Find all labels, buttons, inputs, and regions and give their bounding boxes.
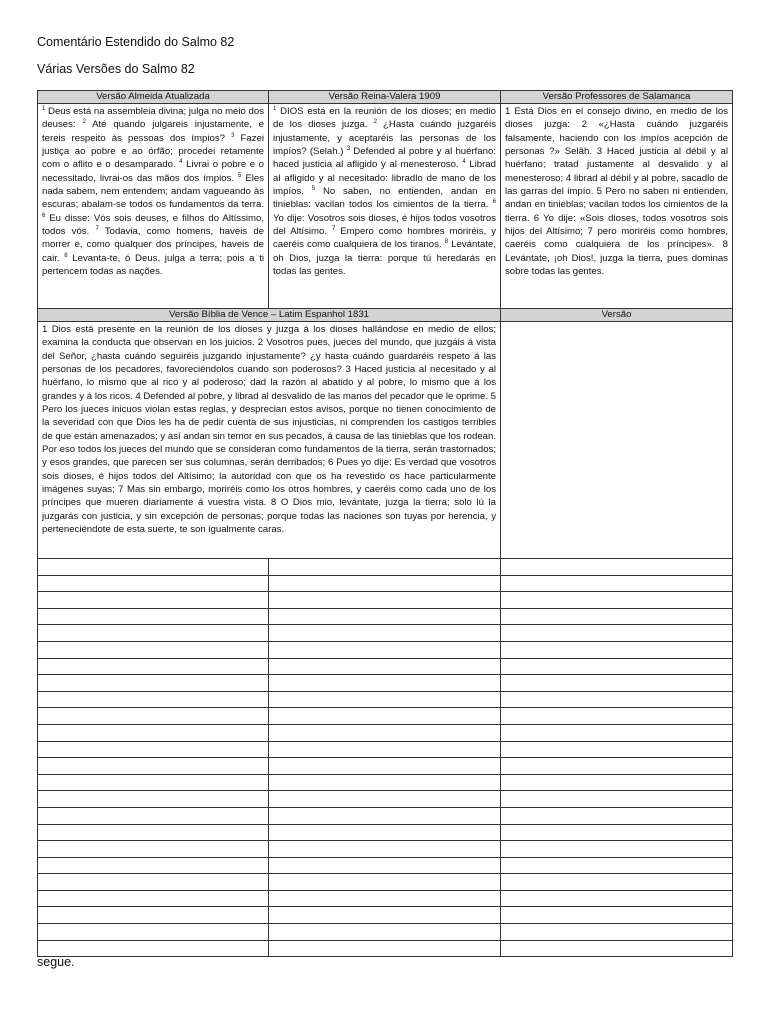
blank-row <box>38 824 733 841</box>
blank-cell <box>269 741 501 758</box>
blank-row <box>38 890 733 907</box>
verse-text: Defended al pobre y al huérfano: haced justicia al afligido y al menesteroso. <box>273 146 496 171</box>
verse-text: Librad al afligido y al necesitado: libradlo de mano de los impíos. <box>273 159 496 198</box>
blank-cell <box>38 841 269 858</box>
verse-number: 2 <box>82 119 86 126</box>
blank-cell <box>269 675 501 692</box>
blank-cell <box>501 924 733 941</box>
blank-cell <box>38 708 269 725</box>
blank-cell <box>501 824 733 841</box>
blank-cell <box>38 641 269 658</box>
verse-text: Todavia, como homens, haveis de morrer e, como qualquer dos príncipes, haveis de cair. <box>42 226 264 264</box>
blank-cell <box>38 857 269 874</box>
blank-cell <box>269 658 501 675</box>
verse-number: 3 <box>231 132 235 139</box>
blank-row <box>38 940 733 957</box>
versions-table <box>37 90 733 957</box>
blank-cell <box>269 774 501 791</box>
blank-cell <box>269 857 501 874</box>
blank-cell <box>38 874 269 891</box>
blank-row <box>38 741 733 758</box>
verse-number: 4 <box>179 159 183 166</box>
blank-row <box>38 625 733 642</box>
blank-cell <box>38 907 269 924</box>
blank-cell <box>501 708 733 725</box>
text-almeida <box>38 104 269 309</box>
blank-cell <box>38 675 269 692</box>
blank-cell <box>269 691 501 708</box>
blank-cell <box>269 625 501 642</box>
blank-row <box>38 924 733 941</box>
blank-row <box>38 559 733 576</box>
verse-text: Até quando julgareis injustamente, e tereis respeito às pessoas dos ímpios? <box>42 119 264 144</box>
blank-cell <box>269 841 501 858</box>
verse-number: 5 <box>238 172 242 179</box>
blank-row <box>38 907 733 924</box>
blank-row <box>38 641 733 658</box>
blank-cell <box>269 608 501 625</box>
blank-cell <box>269 758 501 775</box>
blank-cell <box>501 940 733 957</box>
header-reina-valera: Versão Reina-Valera 1909 <box>269 91 501 104</box>
blank-cell <box>269 824 501 841</box>
blank-cell <box>269 907 501 924</box>
blank-row <box>38 708 733 725</box>
blank-cell <box>38 575 269 592</box>
blank-cell <box>501 641 733 658</box>
blank-cell <box>501 691 733 708</box>
blank-cell <box>269 890 501 907</box>
blank-cell <box>269 791 501 808</box>
verse-text: Livrai o pobre e o necessitado, livrai-os das mãos dos ímpios. <box>42 159 264 184</box>
document-subtitle: Várias Versões do Salmo 82 <box>37 62 195 76</box>
blank-cell <box>501 874 733 891</box>
verse-text: Eles nada sabem, nem entendem; andam vagueando às escuras; abalam-se todos os fundamentos da terra. <box>42 172 264 211</box>
blank-row <box>38 724 733 741</box>
blank-cell <box>38 592 269 609</box>
verse-number: 1 <box>42 105 46 112</box>
blank-cell <box>501 807 733 824</box>
blank-cell <box>269 559 501 576</box>
blank-cell <box>501 724 733 741</box>
blank-cell <box>38 924 269 941</box>
blank-cell <box>501 907 733 924</box>
blank-cell <box>501 741 733 758</box>
blank-cell <box>501 791 733 808</box>
blank-row <box>38 592 733 609</box>
blank-row <box>38 658 733 675</box>
blank-cell <box>269 708 501 725</box>
header-versao: Versão <box>501 309 733 322</box>
text-salamanca: 1 Está Dios en el consejo divino, en medio de los dioses juzga: 2 «¿Hasta cuándo juzgaréis falsamente, haciendo con los impíos acepción de personas ?» Selâh. 3 Haced justicia al débil y al huérfano; tratad justamente al desvalido y al menesteroso; 4 librad al débil y al pobre, sacadlo de las garras del impío. 5 Pero no saben ni entienden, andan en tinieblas; vacilan todos los cimientos de la tierra. 6 Yo dije: «Sois dioses, todos vosotros sois hijos del Altísimo; 7 pero moriréis como hombres, caeréis como cualquiera de los príncipes». 8 Levántate, ¡oh Dios!, juzga la tierra, pues dominas sobre todas las gentes. <box>501 104 733 309</box>
text-reina-valera <box>269 104 501 309</box>
blank-cell <box>269 874 501 891</box>
verse-text: Eu disse: Vós sois deuses, e filhos do Altíssimo, todos vós. <box>42 212 264 238</box>
blank-row <box>38 841 733 858</box>
blank-row <box>38 575 733 592</box>
verse-text: Levántate, oh Dios, juzga la tierra: porque tú heredarás en todas las gentes. <box>273 239 496 278</box>
verse-text: ¿Hasta cuándo juzgaréis injustamente, y aceptaréis las personas de los impíos? (Selah.) <box>273 119 496 158</box>
header-vence: Versão Bíblia de Vence – Latim Espanhol 1831 <box>38 309 501 322</box>
verse-number: 4 <box>462 159 466 166</box>
blank-cell <box>38 758 269 775</box>
blank-row <box>38 807 733 824</box>
verse-number: 8 <box>64 252 68 259</box>
blank-cell <box>269 592 501 609</box>
footer-note: segue. <box>37 955 75 969</box>
blank-cell <box>269 724 501 741</box>
blank-cell <box>38 559 269 576</box>
blank-row <box>38 675 733 692</box>
header-almeida: Versão Almeida Atualizada <box>38 91 269 104</box>
blank-cell <box>501 890 733 907</box>
verse-text: Yo dije: Vosotros sois dioses, é hijos todos vosotros del Altísimo. <box>273 212 496 238</box>
verse-text: DIOS está en la reunión de los dioses; en medio de los dioses juzga. <box>273 106 496 131</box>
blank-cell <box>38 741 269 758</box>
blank-cell <box>501 774 733 791</box>
blank-cell <box>501 575 733 592</box>
verse-number: 8 <box>444 239 449 246</box>
blank-cell <box>38 658 269 675</box>
verse-number: 6 <box>492 199 496 206</box>
blank-row <box>38 791 733 808</box>
header-salamanca: Versão Professores de Salamanca <box>501 91 733 104</box>
blank-cell <box>501 592 733 609</box>
blank-cell <box>38 774 269 791</box>
verse-text: Deus está na assembleia divina; julga no meio dos deuses: <box>42 106 264 131</box>
blank-cell <box>501 758 733 775</box>
document-title: Comentário Estendido do Salmo 82 <box>37 35 235 49</box>
blank-cell <box>501 857 733 874</box>
blank-cell <box>38 608 269 625</box>
verse-number: 7 <box>95 225 99 232</box>
blank-cell <box>38 625 269 642</box>
blank-cell <box>269 641 501 658</box>
verse-text: Fazei justiça ao pobre e ao órfão; procedei retamente com o aflito e o desamparado. <box>42 132 264 171</box>
blank-row <box>38 608 733 625</box>
blank-cell <box>269 924 501 941</box>
blank-cell <box>501 608 733 625</box>
verse-number: 7 <box>331 225 336 232</box>
blank-row <box>38 857 733 874</box>
verse-number: 1 <box>273 105 277 112</box>
blank-cell <box>501 841 733 858</box>
verse-number: 3 <box>346 145 351 152</box>
blank-cell <box>269 807 501 824</box>
blank-cell <box>501 658 733 675</box>
verse-number: 2 <box>373 119 377 126</box>
blank-row <box>38 758 733 775</box>
blank-cell <box>501 625 733 642</box>
text-versao-empty <box>501 322 733 559</box>
blank-cell <box>38 791 269 808</box>
verse-number: 5 <box>311 185 316 192</box>
blank-cell <box>501 675 733 692</box>
verse-number: 6 <box>42 212 46 219</box>
blank-cell <box>38 807 269 824</box>
verse-text: No saben, no entienden, andan en tinieblas: vacilan todos los cimientos de la tierra. <box>273 186 496 211</box>
blank-row <box>38 774 733 791</box>
blank-row <box>38 691 733 708</box>
verse-text: Levanta-te, ó Deus, julga a terra; pois a ti pertencem todas as nações. <box>42 252 264 278</box>
blank-cell <box>38 824 269 841</box>
blank-cell <box>38 691 269 708</box>
text-vence: 1 Dios está presente en la reunión de los dioses y juzga á los dioses hallándose en medio de ellos; examina la conducta que observan en los juicios. 2 Vosotros pues, jueces del mundo, que juzgáis á vista del Señor, ¿hasta cuándo seguiréis juzgando injustamente? ¿y hasta cuándo guardaréis respeto á las personas de los pecadores, favoreciéndolos cuando son poderosos? 3 Haced justicia al necesitado y al huérfano, lo mismo que al rico y al poderoso; dad la razón al abatido y al pobre, lo mismo que á los grandes y á los ricos. 4 Defended al pobre, y librad al desvalido de las manos del pecador que le oprime. 5 Pero los jueces inicuos violan estas reglas, y desprecian estos avisos, porque no tienen conocimiento de la severidad con que Dios les ha de pedir cuenta de sus injusticias, ni comprenden los castigos terribles de que están amenazados; y así andan sin temor en sus pecados, á causa de las tinieblas que los rodean. Por eso todos los jueces del mundo que se consideran como fundamentos de la tierra, serán trastornados; y esos grandes, que parecen ser sus columnas, serán derribados; 6 Pues yo dije: Es verdad que vosotros sois dioses, é hijos todos del Altísimo; la autoridad con que os ha revestido os hace particularmente imágenes suyas; 7 Mas sin embargo, moriréis como los otros hombres, y caeréis como cada uno de los príncipes que mueren diariamente á vuestra vista. 8 O Dios mio, levántate, juzga la tierra; solo lú la juzgarás con justicia, y sin excepción de personas; porque todas las naciones son tuyas por herencia, y perteneciéndote de esta suerte, te son igualmente caras. <box>38 322 501 559</box>
blank-cell <box>269 575 501 592</box>
blank-row <box>38 874 733 891</box>
blank-cell <box>38 724 269 741</box>
blank-cell <box>501 559 733 576</box>
blank-cell <box>38 890 269 907</box>
blank-cell <box>269 940 501 957</box>
verse-text: Empero como hombres moriréis, y caeréis como cualquiera de los tiranos. <box>273 226 496 251</box>
